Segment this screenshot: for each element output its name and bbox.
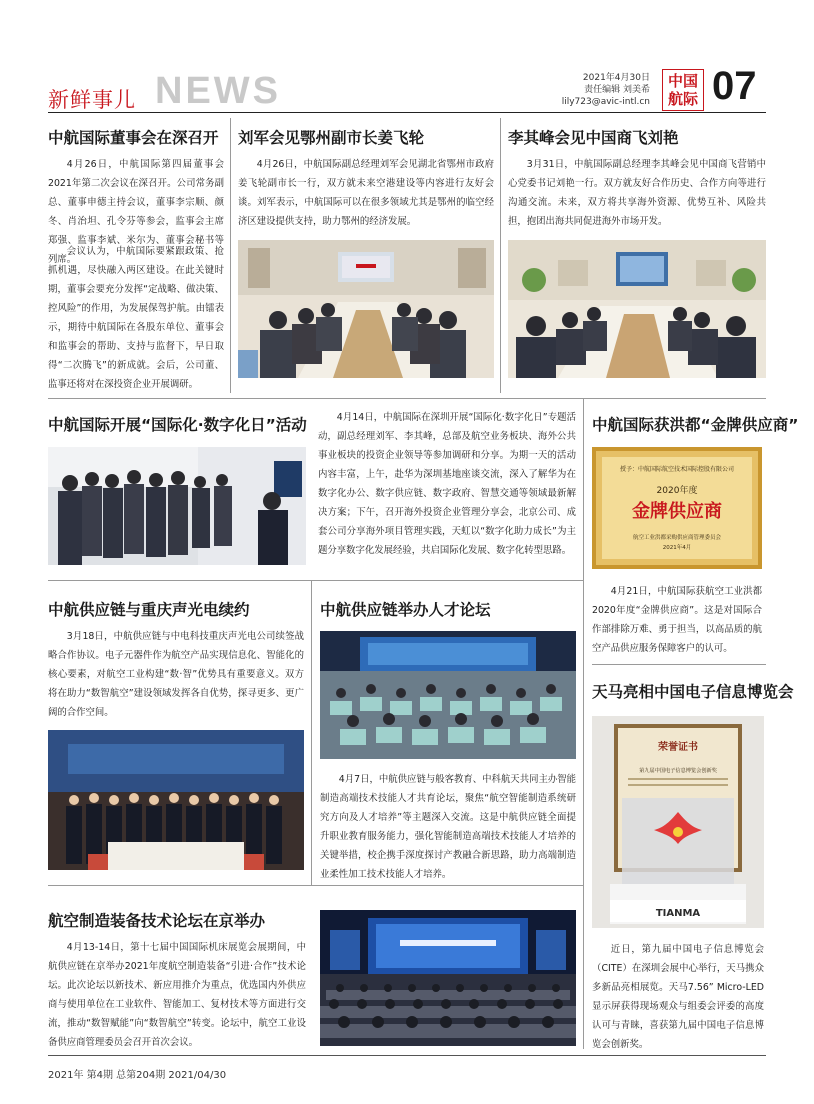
section-title-en: NEWS bbox=[155, 70, 281, 112]
row-divider bbox=[592, 664, 766, 665]
article-title-hongdu: 中航国际获洪都“金牌供应商” bbox=[592, 416, 799, 434]
photo-ezhou-meeting bbox=[238, 240, 494, 378]
photo-chongqing-signing bbox=[48, 730, 304, 870]
logo-line-1: 中国 bbox=[667, 72, 698, 90]
row-divider bbox=[48, 885, 583, 886]
article-title-forum: 航空制造装备技术论坛在京举办 bbox=[48, 912, 266, 930]
row-divider bbox=[48, 580, 583, 581]
header-rule bbox=[48, 112, 766, 113]
article-title-digital: 中航国际开展“国际化·数字化日”活动 bbox=[48, 416, 307, 434]
article-body-ezhou: 4月26日，中航国际副总经理刘军会见湖北省鄂州市政府姜飞轮副市长一行，双方就未来空港建设等内容进行友好会谈。刘军表示，中航国际可以在很多领域尤其是鄂州的临空经济区建设提供支持，助力鄂州的经济发展。 bbox=[238, 159, 494, 227]
certificate-title: 荣誉证书 bbox=[658, 742, 698, 753]
column-divider bbox=[583, 398, 584, 673]
section-title-cn: 新鲜事儿 bbox=[48, 88, 136, 112]
photo-comac-meeting bbox=[508, 240, 766, 378]
article-title-comac: 李其峰会见中国商飞刘艳 bbox=[508, 129, 679, 147]
issue-meta bbox=[562, 72, 650, 108]
plaque-date: 2021年4月 bbox=[662, 545, 692, 551]
photo-digital-day bbox=[48, 447, 306, 565]
plaque-recipient: 授予：中航国际航空技术国际控股有限公司 bbox=[619, 466, 735, 473]
column-divider bbox=[311, 580, 312, 885]
article-body-tianma: 近日，第九届中国电子信息博览会（CITE）在深圳会展中心举行，天马携众多新品亮相展览。天马7.56” Micro-LED显示屏获得现场观众与组委会评委的高度认可与青睐，喜获第九届中国电子信息博览会创新奖。 bbox=[592, 944, 764, 1050]
column-divider bbox=[230, 118, 231, 393]
row-divider bbox=[48, 398, 766, 399]
certificate-award: 第九届中国电子信息博览会创新奖 bbox=[639, 768, 717, 774]
column-divider bbox=[583, 664, 584, 1049]
page-number: 07 bbox=[712, 64, 757, 108]
footer-issue: 2021年 第4期 总第204期 2021/04/30 bbox=[48, 1070, 227, 1081]
article-title-ezhou: 刘军会见鄂州副市长姜飞轮 bbox=[238, 129, 425, 147]
article-body-forum: 4月13-14日，第十七届中国国际机床展览会展期间，中航供应链在京举办2021年度航空制造装备“引进·合作”技术论坛。此次论坛以新技术、新应用推介为重点，优选国内外供应商与使用单位在工业软件、智能加工、复材技术等方面进行交流，推动“数智赋能”向“数智航空”转变。论坛中，航空工业设备供应商管理委员会召开首次会议。 bbox=[48, 942, 306, 1048]
article-title-chongqing: 中航供应链与重庆声光电续约 bbox=[48, 601, 250, 619]
editor-email: lily723@avic-intl.cn bbox=[561, 97, 650, 107]
footer-rule bbox=[48, 1055, 766, 1056]
article-title-talent: 中航供应链举办人才论坛 bbox=[320, 601, 491, 619]
photo-talent-forum bbox=[320, 631, 576, 759]
issue-editor: 责任编辑 刘美希 bbox=[584, 85, 650, 95]
article-body-comac: 3月31日，中航国际副总经理李其峰会见中国商飞营销中心党委书记刘艳一行。双方就友好合作历史、合作方向等进行沟通交流。未来，双方将共享海外资源、优势互补、风险共担，抱团出海共同促进海外市场开发。 bbox=[508, 159, 766, 227]
photo-equipment-forum bbox=[320, 910, 576, 1046]
plaque-award: 金牌供应商 bbox=[632, 501, 722, 522]
plaque-issuer: 航空工业洪都采购供应商管理委员会 bbox=[632, 535, 722, 541]
article-title-board: 中航国际董事会在深召开 bbox=[48, 129, 219, 147]
article-body-chongqing: 3月18日，中航供应链与中电科技重庆声光电公司续签战略合作协议。电子元器件作为航空产品实现信息化、智能化的核心要素，对航空工业构建“数·智”优势具有重要意义。双方将在助力“数智航空”建设领域发挥各自优势，探寻更多、更广阔的合作空间。 bbox=[48, 631, 304, 718]
issue-date: 2021年4月30日 bbox=[582, 73, 650, 83]
publication-logo bbox=[662, 69, 704, 111]
logo-line-2: 航际 bbox=[667, 90, 698, 108]
column-divider bbox=[500, 118, 501, 393]
article-body-talent: 4月7日，中航供应链与般客教育、中科航天共同主办智能制造高端技术技能人才共育论坛，聚焦“航空智能制造系统研究方向及人才培养”等主题深入交流。这是中航供应链全面提升职业教育服务能力，强化智能制造高端技术技能人才培养的关键举措，校企携手深度探讨产教融合新思路，助力高端制造业柔性加工技术技能人才培养。 bbox=[320, 774, 576, 880]
photo-gold-supplier-plaque bbox=[592, 447, 762, 569]
photo-tianma-award bbox=[592, 716, 764, 928]
article-body-digital: 4月14日，中航国际在深圳开展“国际化·数字化日”专题活动，副总经理刘军、李其峰，总部及航空业务板块、海外公共事业板块的投资企业领导等参加调研和分享。为期一天的活动内容丰富，上午，赴华为深圳基地座谈交流，深入了解华为在数字化办公、数字供应链、数字政府、智慧交通等领域最新解决方案；下午，召开海外投资企业管理分享会，北京公司、成套公司分享海外项目管理实践，天虹以“数字化助力成长”为主题分享数字化发展经验，共启国际化发展、数字化转型思路。 bbox=[318, 412, 576, 556]
article-body-board-p1: 4月26日，中航国际第四届董事会2021年第二次会议在深召开。公司常务副总、董事申德主持会议，董事李宗顺、颜冬、肖治坦、孔令芬等参会，监事会主席郑强、监事李斌、米尔为、董事会秘书等列席。 bbox=[48, 159, 224, 265]
plaque-year: 2020年度 bbox=[656, 486, 698, 496]
article-title-tianma: 天马亮相中国电子信息博览会 bbox=[592, 683, 794, 701]
article-body-board-p2: 会议认为，中航国际要紧跟政策、抢抓机遇，尽快融入两区建设。在此关键时期，董事会要充分发挥“定战略、做决策、控风险”的作用，为发展保驾护航。由镭表示，期待中航国际在各股东单位、董事会和监事会的帮助、支持与监督下，早日取得“二次腾飞”的新成就。会后，公司董、监事还将对在深投资企业开展调研。 bbox=[48, 246, 224, 390]
article-body-hongdu: 4月21日，中航国际获航空工业洪都2020年度“金牌供应商”。这是对国际合作部排除万难、勇于担当，以高品质的航空产品供应服务保障客户的认可。 bbox=[592, 586, 762, 654]
tianma-brand: TIANMA bbox=[655, 908, 701, 919]
